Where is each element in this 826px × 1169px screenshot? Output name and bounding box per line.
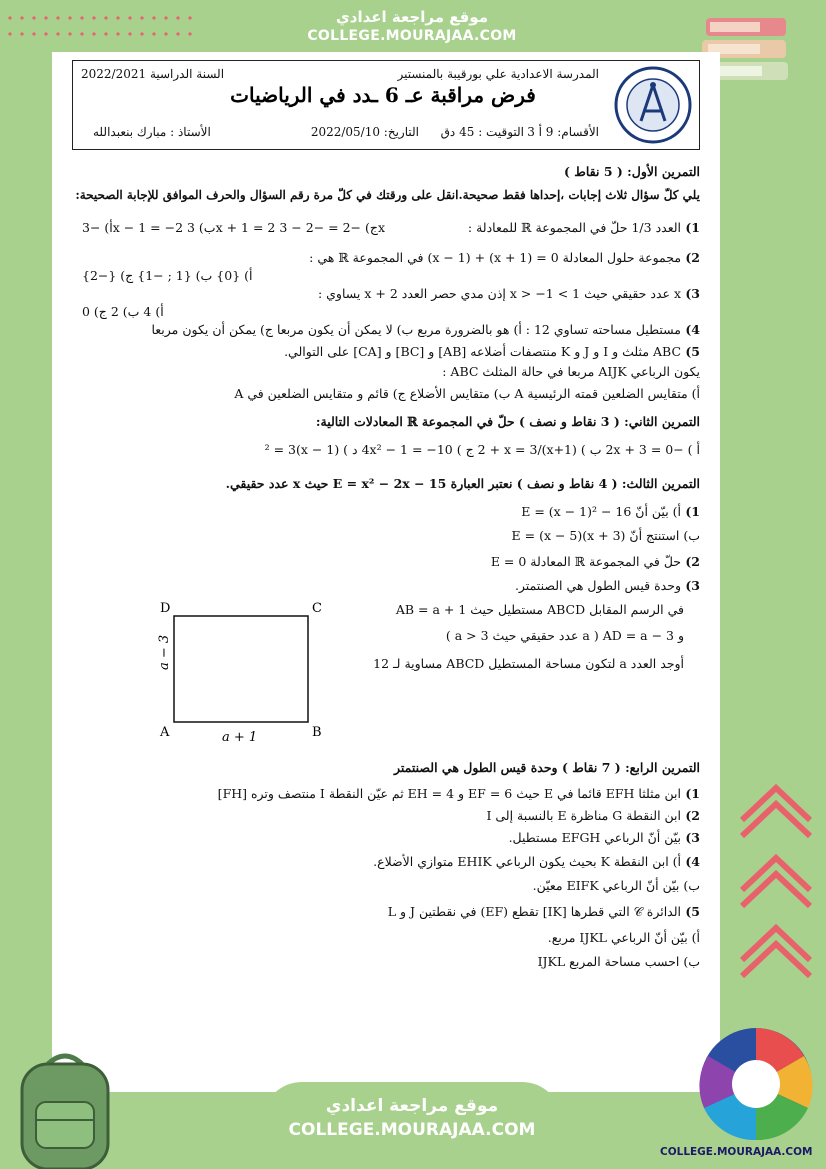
ex2-title: التمرين الثاني: ( 3 نقاط و نصف ) حلّ في المجموعة ℝ المعادلات التالية: [315,414,700,429]
school-name: المدرسة الاعدادية علي بورقيبة بالمنستير [397,67,599,81]
exam-duration: التوقيت : 45 دق [440,125,524,139]
label-side-left: a − 3 [157,634,172,670]
ex4-q3-text: بيّن أنّ الرباعي EFGH مستطيل. [508,830,682,845]
ex1-q3: 3) x عدد حقيقي حيث 1 > x > −1 إذن مدي حصر العدد x + 2 يساوي : [317,286,700,301]
bottom-banner-arabic: موقع مراجعة اعدادي [325,1096,499,1116]
ex4-q5b: ب) احسب مساحة المربع IJKL [537,954,700,969]
subjects-wheel-icon [696,1024,816,1144]
ex4-q2-text: ابن النقطة G مناظرة E بالنسبة إلى I [486,808,682,823]
top-banner-arabic: موقع مراجعة اعدادي [336,8,488,26]
label-b: B [312,725,322,740]
exam-date: التاريخ: 2022/05/10 [310,125,419,139]
ex1-q1-answers: أ) −3x − 1 = −2 ب) 3x + 1 = 2 ج) −2 = −2 − 3x [82,220,386,235]
ex3-q1a-text: أ) بيّن أنّ E = (x − 1)² − 16 [521,504,682,519]
exam-title: فرض مراقبة عـ 6 ـدد في الرياضيات [230,83,536,107]
ex3-q3b: و AD = a − 3 ( a عدد حقيقي حيث a > 3 ) [445,628,684,643]
ex4-title: التمرين الرابع: ( 7 نقاط ) وحدة قيس الطول هي الصنتمتر [393,760,700,775]
ex4-q5-text: الدائرة 𝒞 التي قطرها [IK] تقطع (EF) في نقطتين J و L [387,904,682,919]
label-c: C [312,601,322,616]
ex1-q1: 1) العدد 1/3 حلّ في المجموعة ℝ للمعادلة : [467,220,700,235]
label-side-bottom: a + 1 [222,730,258,745]
ex4-q1-text: ابن مثلثا EFH قائما في E حيث EF = 6 و EH = 4 ثم عيّن النقطة I منتصف وتره [FH] [217,786,682,801]
ex1-q2-answers: أ) {0} ب) {1 ; −1} ج) {−2} [82,268,253,283]
ex1-q2: 2) مجموعة حلول المعادلة 0 = (x + 1) + (x − 1) في المجموعة ℝ هي : [309,250,700,265]
ex3-title: التمرين الثالث: ( 4 نقاط و نصف ) نعتبر العبارة E = x² − 2x − 15 حيث x عدد حقيقي. [225,476,700,491]
ex1-q4: 4) مستطيل مساحته تساوي 12 : أ) هو بالضرورة مربع ب) لا يمكن أن يكون مربعا ج) يمكن أن يكون مربعا [151,322,700,337]
bottom-banner-url[interactable]: COLLEGE.MOURAJAA.COM [288,1120,536,1140]
ex3-q3c: أوجد العدد a لتكون مساحة المستطيل ABCD مساوية لـ 12 [373,656,684,671]
label-d: D [160,601,171,616]
site-label[interactable]: COLLEGE.MOURAJAA.COM [660,1146,813,1158]
ex4-q4: 4) أ) ابن النقطة K بحيث يكون الرباعي EHIK متوازي الأضلاع. [373,854,700,869]
ex3-q3: 3) وحدة قيس الطول هي الصنتمتر. [514,578,700,593]
ex1-q3-text: x عدد حقيقي حيث 1 > x > −1 إذن مدي حصر العدد x + 2 يساوي : [317,286,682,301]
rectangle-figure [152,598,332,746]
ex1-q5: 5) ABC مثلث و I و J و K منتصفات أضلاعه [AB] و [BC] و [CA] على التوالي. [284,344,700,359]
teacher-name: الأستاذ : مبارك بنعبدالله [93,125,211,139]
decorative-chevrons [736,780,816,1040]
top-banner-url[interactable]: COLLEGE.MOURAJAA.COM [307,28,517,44]
school-logo-icon [613,65,693,145]
school-year: السنة الدراسية 2022/2021 [81,67,225,81]
ex4-q5: 5) الدائرة 𝒞 التي قطرها [IK] تقطع (EF) في نقطتين J و L [387,904,700,919]
ex1-q3-answers: أ) 4 ب) 2 ج) 0 [82,304,164,319]
ex3-q1b: ب) استنتج أنّ E = (x − 5)(x + 3) [511,528,700,543]
decorative-dots [0,12,260,52]
ex1-q5-a: ABC مثلث و I و J و K منتصفات أضلاعه [AB] و [BC] و [CA] على التوالي. [284,344,682,359]
ex1-q4-text: مستطيل مساحته تساوي 12 : أ) هو بالضرورة مربع ب) لا يمكن أن يكون مربعا ج) يمكن أن يكون مربعا [151,322,682,337]
rectangle-abcd [174,616,308,722]
ex1-q1-text: العدد 1/3 حلّ في المجموعة ℝ للمعادلة : [467,220,682,235]
ex1-q2-text: مجموعة حلول المعادلة 0 = (x + 1) + (x − 1) في المجموعة ℝ هي : [309,250,682,265]
ex1-title: التمرين الأول: ( 5 نقاط ) [564,164,700,179]
label-a: A [160,725,170,740]
ex3-q1a: 1) أ) بيّن أنّ E = (x − 1)² − 16 [521,504,700,519]
ex4-q3: 3) بيّن أنّ الرباعي EFGH مستطيل. [508,830,700,845]
ex3-q2: 2) حلّ في المجموعة ℝ المعادلة E = 0 [490,554,700,569]
ex1-q5-b: يكون الرباعي AIJK مربعا في حالة المثلث ABC : [442,364,700,379]
exam-classes: الأقسام: 9 أ 3 [527,125,599,139]
ex3-q2-text: حلّ في المجموعة ℝ المعادلة E = 0 [490,554,682,569]
backpack-icon [10,1050,120,1169]
ex2-equations: أ ) −2x + 3 = 0 ب ) (x+1)/2 + x = 3 ج ) 4x² − 1 = −10 د ) (x − 1)² = 3 [264,442,700,457]
top-banner [262,0,562,58]
ex4-q4b: ب) بيّن أنّ الرباعي EIFK معيّن. [532,878,700,893]
ex1-q5-c: أ) متقايس الضلعين قمته الرئيسية A ب) متقايس الأضلاع ج) قائم و متقايس الضلعين في A [234,386,700,401]
ex3-q3-text: وحدة قيس الطول هي الصنتمتر. [514,578,682,593]
ex1-instruction: يلي كلّ سؤال ثلاث إجابات ،إحداها فقط صحيحة.انقل على ورقتك في كلّ مرة رقم السؤال والحرف الموافق للإجابة الصحيحة: [75,188,700,202]
exam-paper [52,52,720,1092]
bottom-banner [262,1082,562,1169]
ex4-q1: 1) ابن مثلثا EFH قائما في E حيث EF = 6 و EH = 4 ثم عيّن النقطة I منتصف وتره [FH] [217,786,700,801]
ex4-q5a: أ) بيّن أنّ الرباعي IJKL مربع. [547,930,700,945]
ex3-q3a: في الرسم المقابل ABCD مستطيل حيث AB = a + 1 [395,602,684,617]
ex4-q4a-text: أ) ابن النقطة K بحيث يكون الرباعي EHIK متوازي الأضلاع. [373,854,682,869]
ex4-q2: 2) ابن النقطة G مناظرة E بالنسبة إلى I [486,808,700,823]
exam-header [72,60,700,150]
